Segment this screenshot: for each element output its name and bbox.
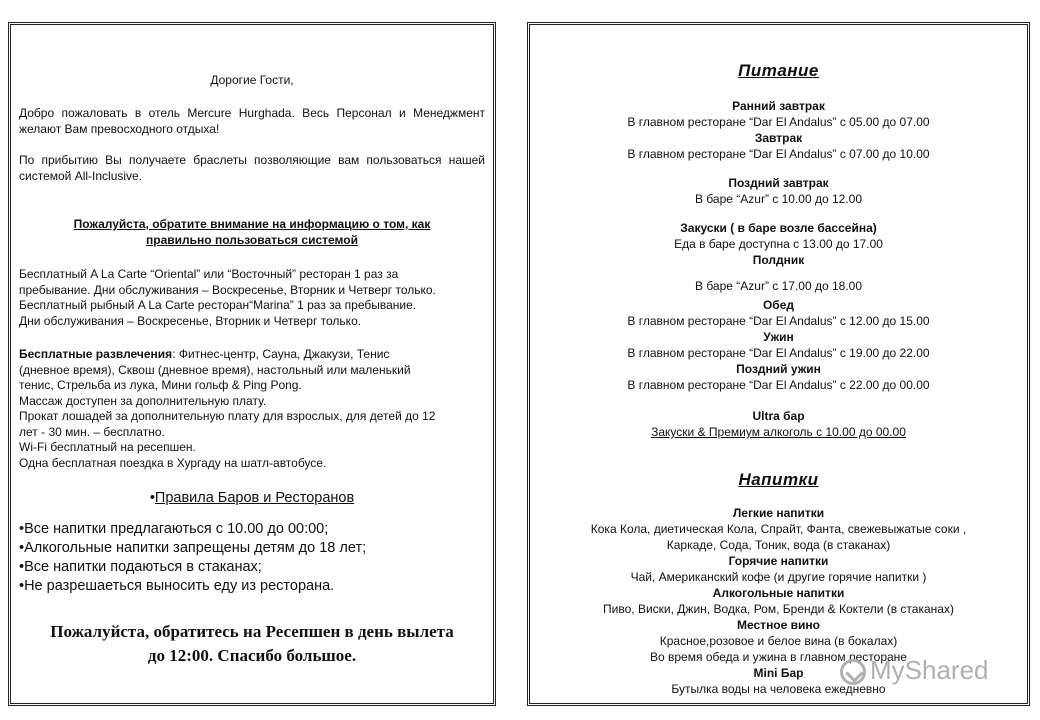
alacarte-line: Бесплатный A La Carte “Oriental” или “Восточный” ресторан 1 раз за: [19, 267, 399, 281]
drinks-detail: Пиво, Виски, Джин, Водка, Ром, Бренди & Коктели (в стаканах): [603, 602, 954, 616]
rule-item: •Все напитки предлагаються с 10.00 до 00:00;: [19, 521, 329, 537]
food-heading: Поздний ужин: [736, 362, 821, 376]
watermark-text: MyShared: [870, 655, 989, 685]
entertainment-line: тенис, Стрельба из лука, Мини гольф & Ping Pong.: [19, 378, 302, 392]
rule-item: •Алкогольные напитки запрещены детям до 18 лет;: [19, 540, 367, 556]
drinks-heading: Местное вино: [737, 618, 820, 632]
closing-line-2: до 12:00. Спасибо большое.: [147, 646, 357, 665]
alacarte-line: Бесплатный рыбный A La Carte ресторан“Marina” 1 раз за пребывание.: [19, 298, 417, 312]
alacarte-line: пребывание. Дни обслуживания – Воскресенье, Вторник и Четверг только.: [19, 282, 436, 297]
alacarte-block: [19, 267, 489, 329]
food-detail: В главном ресторане “Dar El Andalus” с 12.00 до 15.00: [627, 314, 930, 328]
food-detail: Закуски & Премиум алкоголь с 10.00 до 00.00: [651, 425, 906, 439]
food-detail: В баре “Azur” с 10.00 до 12.00: [694, 192, 863, 206]
food-heading: Ужин: [763, 330, 794, 344]
drinks-detail: Бутылка воды на человека ежедневно: [671, 682, 886, 696]
entertainment-block: [19, 347, 489, 471]
entertainment-line: Прокат лошадей за дополнительную плату для взрослых, для детей до 12: [19, 409, 436, 423]
rule-text: Алкогольные напитки запрещены детям до 18 лет;: [24, 540, 367, 556]
food-heading: Закуски ( в баре возле бассейна): [680, 221, 877, 235]
food-heading: Ранний завтрак: [732, 99, 825, 113]
greeting: Дорогие Гости,: [210, 73, 294, 87]
bracelets-text: По прибытию Вы получаете браслеты позволяющие вам пользоваться нашей системой All-Inclusive.: [19, 153, 485, 183]
drinks-heading: Алкогольные напитки: [712, 586, 845, 600]
entertainment-label: Бесплатные развлечения: [19, 347, 173, 361]
food-detail: В баре “Azur” с 17.00 до 18.00: [694, 279, 863, 293]
alacarte-line: Дни обслуживания – Воскресенье, Вторник и Четверг только.: [19, 313, 362, 328]
food-heading: Поздний завтрак: [728, 176, 829, 190]
entertainment-text: : Фитнес-центр, Сауна, Джакузи, Тенис: [172, 347, 390, 361]
food-title: Питание: [738, 61, 819, 80]
drinks-heading: Горячие напитки: [728, 554, 829, 568]
food-detail: Еда в баре доступна с 13.00 до 17.00: [674, 237, 883, 251]
food-heading: Ultra бар: [752, 409, 805, 423]
drinks-detail: Кока Кола, диетическая Кола, Спрайт, Фанта, свежевыжатые соки ,: [590, 522, 967, 536]
watermark: [840, 655, 989, 686]
notice-line-2: правильно пользоваться системой: [146, 233, 358, 247]
entertainment-line: Wi-Fi бесплатный на ресепшен.: [19, 440, 196, 454]
entertainment-line: лет - 30 мин. – бесплатно.: [19, 424, 165, 439]
rule-text: Все напитки предлагаються с 10.00 до 00:00;: [24, 521, 329, 537]
drinks-detail: Каркаде, Сода, Тоник, вода (в стаканах): [666, 538, 891, 552]
rule-text: Не разрешаеться выносить еду из ресторана.: [24, 578, 335, 594]
left-panel: [8, 22, 496, 706]
food-detail: В главном ресторане “Dar El Andalus” с 05.00 до 07.00: [627, 115, 930, 129]
closing-note: [11, 620, 493, 668]
drinks-heading: Легкие напитки: [732, 506, 825, 520]
entertainment-line: Одна бесплатная поездка в Хургаду на шатл-автобусе.: [19, 455, 327, 470]
drinks-detail: Во время обеда и ужина в главном ресторане: [650, 650, 907, 664]
notice-line-1: Пожалуйста, обратите внимание на информацию о том, как: [73, 217, 431, 231]
food-detail: В главном ресторане “Dar El Andalus” с 19.00 до 22.00: [627, 346, 930, 360]
drinks-detail: Красное,розовое и белое вина (в бокалах): [659, 634, 898, 648]
food-heading: Обед: [762, 298, 795, 312]
entertainment-line: [19, 347, 489, 363]
welcome-text: Добро пожаловать в отель Mercure Hurghada. Весь Персонал и Менеджмент желают Вам превосходного отдыха!: [19, 106, 485, 136]
food-heading: Завтрак: [754, 131, 803, 145]
food-detail: В главном ресторане “Dar El Andalus” с 07.00 до 10.00: [627, 147, 930, 161]
rules-list: [19, 520, 489, 596]
rule-item: •Не разрешаеться выносить еду из ресторана.: [19, 578, 335, 594]
closing-line-1: Пожалуйста, обратитесь на Ресепшен в день вылета: [50, 622, 454, 641]
drinks-title: Напитки: [738, 470, 819, 489]
food-detail: В главном ресторане “Dar El Andalus” с 22.00 до 00.00: [627, 378, 930, 392]
entertainment-line: Массаж доступен за дополнительную плату.: [19, 393, 267, 408]
rule-text: Все напитки подаються в стаканах;: [24, 559, 262, 575]
right-panel: [527, 22, 1030, 706]
drinks-detail: Чай, Американский кофе (и другие горячие напитки ): [630, 570, 927, 584]
rules-title: •Правила Баров и Ресторанов: [149, 490, 355, 506]
myshared-logo-icon: [840, 659, 866, 685]
food-heading: Полдник: [752, 253, 805, 267]
rule-item: •Все напитки подаються в стаканах;: [19, 559, 262, 575]
entertainment-line: (дневное время), Сквош (дневное время), настольный или маленький: [19, 362, 411, 377]
rules-title-text: Правила Баров и Ресторанов: [154, 490, 355, 506]
drinks-heading: Mini Бар: [753, 666, 804, 680]
